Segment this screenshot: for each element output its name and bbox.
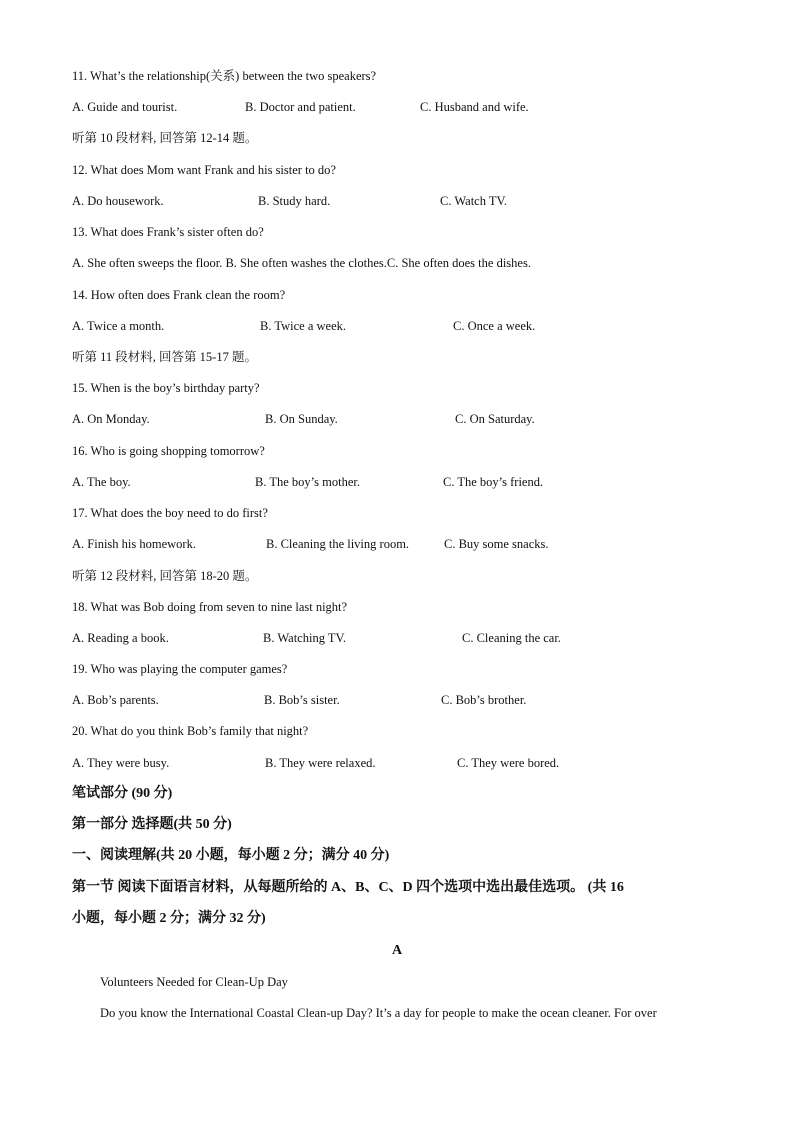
options-combined: A. She often sweeps the floor. B. She often washes the clothes.C. She often does the dishes. bbox=[72, 256, 531, 270]
question-12: 12. What does Mom want Frank and his sister to do? bbox=[72, 163, 336, 177]
option-a: A. Twice a month. bbox=[72, 319, 165, 333]
question-20: 20. What do you think Bob’s family that night? bbox=[72, 724, 309, 738]
option-b: B. They were relaxed. bbox=[265, 756, 376, 770]
option-a: A. Guide and tourist. bbox=[72, 100, 178, 114]
option-a: A. Bob’s parents. bbox=[72, 693, 159, 707]
question-13: 13. What does Frank’s sister often do? bbox=[72, 225, 264, 239]
option-b: B. Bob’s sister. bbox=[264, 693, 340, 707]
option-b: B. Cleaning the living room. bbox=[266, 537, 410, 551]
question-15: 15. When is the boy’s birthday party? bbox=[72, 381, 260, 395]
option-b: B. Watching TV. bbox=[263, 631, 347, 645]
option-c: C. Husband and wife. bbox=[420, 100, 529, 114]
section-heading: 听第 10 段材料, 回答第 12-14 题。 bbox=[72, 131, 258, 145]
question-18: 18. What was Bob doing from seven to nine last night? bbox=[72, 600, 348, 614]
option-b: B. Twice a week. bbox=[260, 319, 347, 333]
reading-heading: 一、阅读理解(共 20 小题，每小题 2 分；满分 40 分) bbox=[72, 848, 390, 863]
option-c: C. Once a week. bbox=[453, 319, 536, 333]
section-heading: 听第 12 段材料, 回答第 18-20 题。 bbox=[72, 569, 258, 583]
option-a: A. They were busy. bbox=[72, 756, 170, 770]
option-c: C. Watch TV. bbox=[440, 194, 508, 208]
option-b: B. The boy’s mother. bbox=[255, 475, 360, 489]
option-a: A. The boy. bbox=[72, 475, 131, 489]
option-b: B. Doctor and patient. bbox=[245, 100, 356, 114]
option-b: B. Study hard. bbox=[258, 194, 331, 208]
option-c: C. The boy’s friend. bbox=[443, 475, 544, 489]
option-c: C. Bob’s brother. bbox=[441, 693, 527, 707]
passage-text: Do you know the International Coastal Clean-up Day? It’s a day for people to make the ocean cleaner. For over bbox=[100, 1006, 657, 1020]
option-a: A. On Monday. bbox=[72, 412, 150, 426]
option-a: A. Finish his homework. bbox=[72, 537, 196, 551]
passage-label: A bbox=[391, 943, 403, 958]
section1-instructions-cont: 小题，每小题 2 分；满分 32 分) bbox=[72, 911, 266, 926]
passage-title: Volunteers Needed for Clean-Up Day bbox=[100, 975, 288, 989]
option-a: A. Reading a book. bbox=[72, 631, 169, 645]
question-16: 16. Who is going shopping tomorrow? bbox=[72, 444, 265, 458]
question-17: 17. What does the boy need to do first? bbox=[72, 506, 268, 520]
option-c: C. Buy some snacks. bbox=[444, 537, 549, 551]
written-heading: 笔试部分 (90 分) bbox=[72, 786, 173, 801]
question-11: 11. What’s the relationship(关系) between the two speakers? bbox=[72, 69, 377, 83]
option-c: C. On Saturday. bbox=[455, 412, 535, 426]
section1-instructions: 第一节 阅读下面语言材料，从每题所给的 A、B、C、D 四个选项中选出最佳选项。 (共 16 bbox=[72, 880, 624, 895]
option-b: B. On Sunday. bbox=[265, 412, 338, 426]
section-heading: 听第 11 段材料, 回答第 15-17 题。 bbox=[72, 350, 257, 364]
option-a: A. Do housework. bbox=[72, 194, 164, 208]
option-c: C. Cleaning the car. bbox=[462, 631, 561, 645]
question-14: 14. How often does Frank clean the room? bbox=[72, 288, 286, 302]
option-c: C. They were bored. bbox=[457, 756, 560, 770]
question-19: 19. Who was playing the computer games? bbox=[72, 662, 288, 676]
part1-heading: 第一部分 选择题(共 50 分) bbox=[72, 817, 232, 832]
